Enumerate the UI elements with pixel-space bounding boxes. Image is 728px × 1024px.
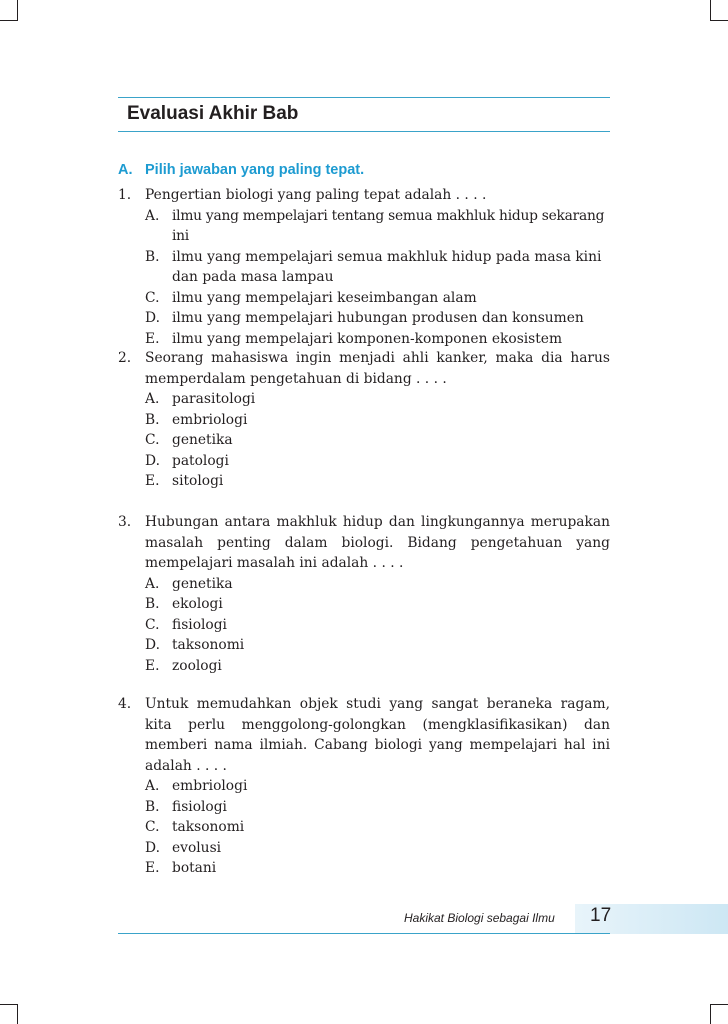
header-rule-bottom: [118, 131, 610, 132]
option-item: [145, 574, 610, 595]
question-number: 1.: [118, 187, 132, 203]
option-item: [145, 430, 610, 451]
option-letter: E.: [145, 330, 160, 347]
crop-mark-top-left-h: [0, 20, 18, 21]
option-item: [145, 615, 610, 636]
question-number: 4.: [118, 696, 132, 712]
question-3: [118, 512, 610, 676]
option-letter: A.: [145, 207, 160, 224]
option-item: [145, 635, 610, 656]
question-4: [118, 694, 610, 879]
question-stem: Untuk memudahkan objek studi yang sangat beraneka ragam, kita perlu menggolong-golongkan (mengklasifikasikan) dan memberi nama ilmiah. Cabang biologi yang mempelajari hal ini adalah . . . .: [145, 696, 610, 774]
chapter-evaluation-title: Evaluasi Akhir Bab: [127, 103, 299, 124]
option-letter: B.: [145, 248, 160, 265]
option-list: [145, 574, 610, 677]
question-2: [118, 348, 610, 492]
option-letter: C.: [145, 819, 160, 835]
option-text: embriologi: [172, 411, 248, 428]
option-letter: C.: [145, 432, 160, 448]
option-letter: D.: [145, 839, 160, 856]
option-item: [145, 288, 610, 309]
option-text: genetika: [172, 575, 233, 592]
question-1: [118, 185, 610, 349]
option-list: [145, 776, 610, 879]
crop-mark-top-right-h: [710, 20, 728, 21]
option-letter: E.: [145, 657, 160, 674]
section-label: A.: [118, 162, 133, 178]
option-text: zoologi: [172, 657, 222, 674]
option-item: [145, 594, 610, 615]
option-text: ilmu yang mempelajari komponen-komponen ekosistem: [172, 330, 563, 347]
crop-mark-top-left-v: [17, 0, 18, 20]
option-letter: D.: [145, 452, 160, 469]
option-letter: A.: [145, 778, 160, 794]
option-text: taksonomi: [172, 637, 245, 653]
option-text: ilmu yang mempelajari keseimbangan alam: [172, 289, 477, 306]
page-number: 17: [590, 905, 612, 926]
option-item: [145, 817, 610, 838]
option-letter: E.: [145, 473, 160, 489]
question-number: 3.: [118, 514, 132, 530]
question-number: 2.: [118, 350, 132, 366]
option-text: evolusi: [172, 839, 222, 856]
option-text: genetika: [172, 432, 233, 448]
option-item: [145, 471, 610, 492]
option-item: [145, 451, 610, 472]
option-text: ilmu yang mempelajari semua makhluk hidup pada masa kini dan pada masa lampau: [172, 248, 602, 285]
crop-mark-bottom-right-v: [710, 1004, 711, 1024]
crop-mark-bottom-right-h: [710, 1004, 728, 1005]
crop-mark-top-right-v: [710, 0, 711, 20]
option-item: [145, 308, 610, 329]
option-text: ekologi: [172, 596, 223, 612]
option-text: parasitologi: [172, 391, 256, 407]
option-letter: C.: [145, 616, 160, 633]
option-item: [145, 858, 610, 879]
footer-rule: [118, 933, 610, 934]
option-text: botani: [172, 860, 217, 876]
option-item: [145, 797, 610, 818]
option-text: ilmu yang mempelajari hubungan produsen dan konsumen: [172, 310, 584, 326]
option-list: [145, 389, 610, 492]
option-text: embriologi: [172, 778, 248, 794]
question-stem: Hubungan antara makhluk hidup dan lingkungannya merupakan masalah penting dalam biologi. Bidang pengetahuan yang mempelajari masalah ini adalah . . . .: [145, 514, 610, 571]
option-item: [145, 206, 610, 247]
option-list: [145, 206, 610, 350]
option-item: [145, 247, 610, 288]
option-letter: B.: [145, 596, 160, 612]
option-letter: B.: [145, 798, 160, 815]
option-text: taksonomi: [172, 819, 245, 835]
option-item: [145, 838, 610, 859]
footer-book-title: Hakikat Biologi sebagai Ilmu: [404, 911, 555, 925]
option-text: ilmu yang mempelajari tentang semua makhluk hidup sekarang ini: [172, 207, 605, 244]
option-text: fisiologi: [172, 798, 227, 815]
option-letter: A.: [145, 391, 160, 407]
option-letter: E.: [145, 860, 160, 876]
option-text: sitologi: [172, 473, 224, 489]
option-letter: A.: [145, 575, 160, 592]
option-letter: C.: [145, 289, 160, 306]
option-item: [145, 410, 610, 431]
option-text: fisiologi: [172, 616, 227, 633]
option-text: patologi: [172, 452, 229, 469]
option-item: [145, 656, 610, 677]
option-item: [145, 776, 610, 797]
option-item: [145, 329, 610, 350]
crop-mark-bottom-left-v: [17, 1004, 18, 1024]
section-instruction: Pilih jawaban yang paling tepat.: [145, 162, 365, 178]
header-rule-top: [118, 97, 610, 98]
crop-mark-bottom-left-h: [0, 1004, 18, 1005]
option-item: [145, 389, 610, 410]
question-stem: Seorang mahasiswa ingin menjadi ahli kanker, maka dia harus memperdalam pengetahuan di bidang . . . .: [145, 350, 610, 387]
question-stem: Pengertian biologi yang paling tepat adalah . . . .: [145, 187, 487, 203]
option-letter: D.: [145, 310, 160, 326]
option-letter: B.: [145, 411, 160, 428]
option-letter: D.: [145, 637, 160, 653]
